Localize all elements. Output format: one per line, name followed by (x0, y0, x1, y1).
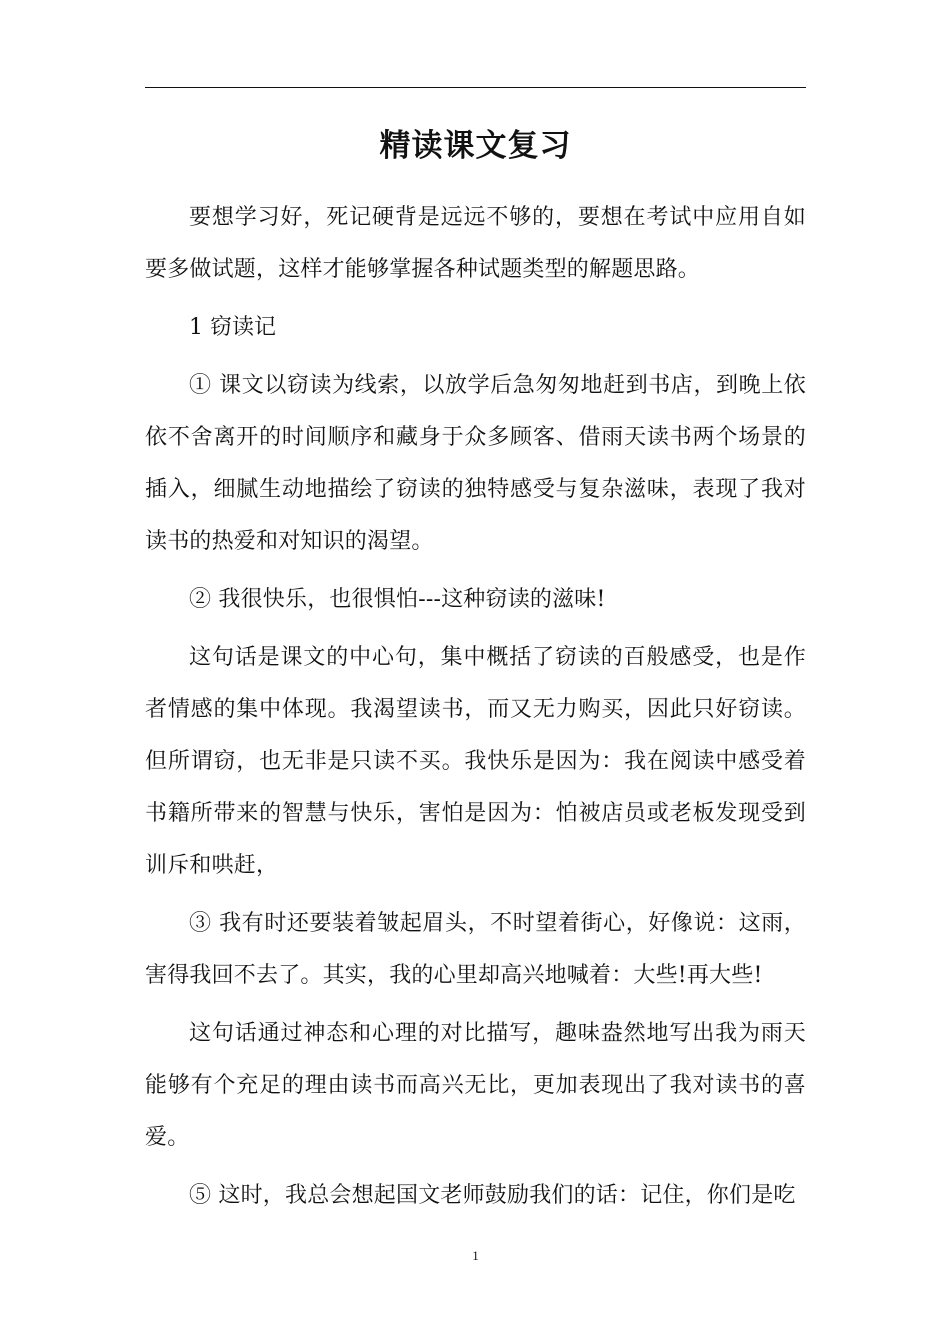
point-3-analysis: 这句话通过神态和心理的对比描写，趣味盎然地写出我为雨天能够有个充足的理由读书而高兴无比，更加表现出了我对读书的喜爱。 (145, 1021, 806, 1150)
document-title: 精读课文复习 (379, 128, 572, 164)
page-number: 1 (472, 1248, 479, 1263)
point-2-analysis: 这句话是课文的中心句，集中概括了窃读的百般感受，也是作者情感的集中体现。我渴望读书，而又无力购买，因此只好窃读。但所谓窃，也无非是只读不买。我快乐是因为：我在阅读中感受着书籍所带来的智慧与快乐，害怕是因为：怕被店员或老板发现受到训斥和哄赶， (145, 645, 806, 878)
document-body (145, 192, 806, 1228)
point-2-quote: ② 我很快乐，也很惧怕---这种窃读的滋味! (189, 587, 606, 612)
header-rule (145, 87, 806, 88)
intro-paragraph: 要想学习好，死记硬背是远远不够的，要想在考试中应用自如要多做试题，这样才能够掌握各种试题类型的解题思路。 (145, 205, 806, 282)
point-5-quote: ⑤ 这时，我总会想起国文老师鼓励我们的话：记住，你们是吃 (189, 1183, 796, 1208)
point-1-paragraph: ① 课文以窃读为线索，以放学后急匆匆地赶到书店，到晚上依依不舍离开的时间顺序和藏身于众多顾客、借雨天读书两个场景的插入，细腻生动地描绘了窃读的独特感受与复杂滋味，表现了我对读书的热爱和对知识的渴望。 (145, 373, 806, 554)
section-heading: 1 窃读记 (189, 315, 276, 340)
point-3-quote: ③ 我有时还要装着皱起眉头，不时望着街心，好像说：这雨，害得我回不去了。其实，我的心里却高兴地喊着：大些!再大些! (145, 911, 806, 988)
